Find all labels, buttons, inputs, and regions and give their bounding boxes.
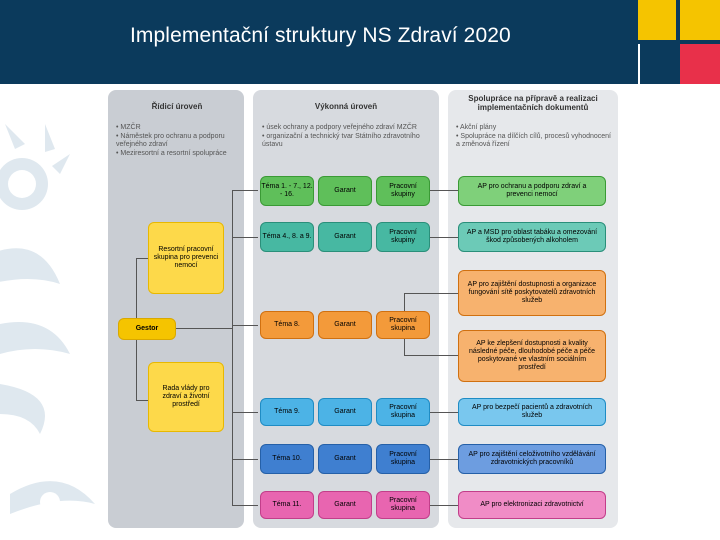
slide-header — [0, 0, 720, 84]
list-vykonna — [262, 124, 432, 150]
yellow-square — [638, 0, 676, 40]
connector-ps-ap-5 — [429, 412, 458, 413]
list-item: • Meziresortní a resortní spolupráce — [116, 150, 241, 159]
resortni-skupina-box: Resortní pracovní skupina pro prevenci nemocí — [148, 222, 224, 294]
garant-box-3: Garant — [318, 311, 372, 339]
garant-box-5: Garant — [318, 398, 372, 426]
list-item: • Náměstek pro ochranu a podporu veřejného zdraví — [116, 133, 241, 150]
connector-row6 — [232, 459, 258, 460]
tema-box-5: Téma 9. — [260, 398, 314, 426]
connector-ps-ap-3b — [404, 355, 458, 356]
connector-ps-ap-1 — [429, 190, 458, 191]
connector-ps-ap-2 — [429, 237, 458, 238]
list-ridici — [116, 124, 241, 158]
heading-ridici: Řídicí úroveň — [151, 102, 203, 111]
ap-box-6: AP pro zajištění celoživotního vzdělávání zdravotnických pracovníků — [458, 444, 606, 474]
red-square — [680, 44, 720, 84]
ap-box-4: AP ke zlepšení dostupnosti a kvality následné péče, dlouhodobé péče a péče poskytované ve vlastním sociálním prostředí — [458, 330, 606, 382]
connector-row5 — [232, 412, 258, 413]
list-item: • úsek ochrany a podpory veřejného zdraví MZČR — [262, 124, 432, 133]
heading-vykonna: Výkonná úroveň — [314, 102, 378, 111]
skupina-box-2: Pracovní skupiny — [376, 222, 430, 252]
ap-box-3: AP pro zajištění dostupnosti a organizace fungování sítě poskytovatelů zdravotních služeb — [458, 270, 606, 316]
garant-box-6: Garant — [318, 444, 372, 474]
connector-row1 — [232, 190, 258, 191]
skupina-box-1: Pracovní skupiny — [376, 176, 430, 206]
list-spoluprace — [456, 124, 614, 150]
tema-box-2: Téma 4., 8. a 9. — [260, 222, 314, 252]
connector-gestor — [174, 328, 232, 329]
tema-box-6: Téma 10. — [260, 444, 314, 474]
list-item: • Akční plány — [456, 124, 614, 133]
connector-row7 — [232, 505, 258, 506]
connector-row3 — [232, 325, 258, 326]
ap-box-5: AP pro bezpečí pacientů a zdravotních služeb — [458, 398, 606, 426]
skupina-box-5: Pracovní skupina — [376, 398, 430, 426]
connector-rada — [136, 400, 148, 401]
garant-box-1: Garant — [318, 176, 372, 206]
slide-title: Implementační struktury NS Zdraví 2020 — [130, 24, 511, 47]
yellow-square-2 — [680, 0, 720, 40]
garant-box-2: Garant — [318, 222, 372, 252]
ap-box-7: AP pro elektronizaci zdravotnictví — [458, 491, 606, 519]
ap-box-1: AP pro ochranu a podporu zdraví a prevenci nemocí — [458, 176, 606, 206]
ap-box-2: AP a MSD pro oblast tabáku a omezování škod způsobených alkoholem — [458, 222, 606, 252]
tema-box-7: Téma 11. — [260, 491, 314, 519]
connector-resortni — [136, 258, 148, 259]
connector-ps-ap-7 — [429, 505, 458, 506]
rada-vlady-box: Rada vlády pro zdraví a životní prostředí — [148, 362, 224, 432]
skupina-box-3: Pracovní skupina — [376, 311, 430, 339]
skupina-box-7: Pracovní skupina — [376, 491, 430, 519]
decorative-sun-logo — [0, 84, 110, 540]
garant-box-7: Garant — [318, 491, 372, 519]
navy-square — [638, 44, 678, 84]
connector-ps-ap-3a — [404, 293, 458, 294]
tema-box-3: Téma 8. — [260, 311, 314, 339]
skupina-box-6: Pracovní skupina — [376, 444, 430, 474]
connector-ps-ap-6 — [429, 459, 458, 460]
list-item: • Spolupráce na dílčích cílů, procesů vyhodnocení a změnová řízení — [456, 133, 614, 150]
gestor-box: Gestor — [118, 318, 176, 340]
tema-box-1: Téma 1. - 7., 12. - 16. — [260, 176, 314, 206]
list-item: • organizační a technický tvar Státního zdravotního ústavu — [262, 133, 432, 150]
list-item: • MZČR — [116, 124, 241, 133]
connector-row2 — [232, 237, 258, 238]
heading-spoluprace: Spolupráce na přípravě a realizaci implementačních dokumentů — [468, 94, 598, 112]
